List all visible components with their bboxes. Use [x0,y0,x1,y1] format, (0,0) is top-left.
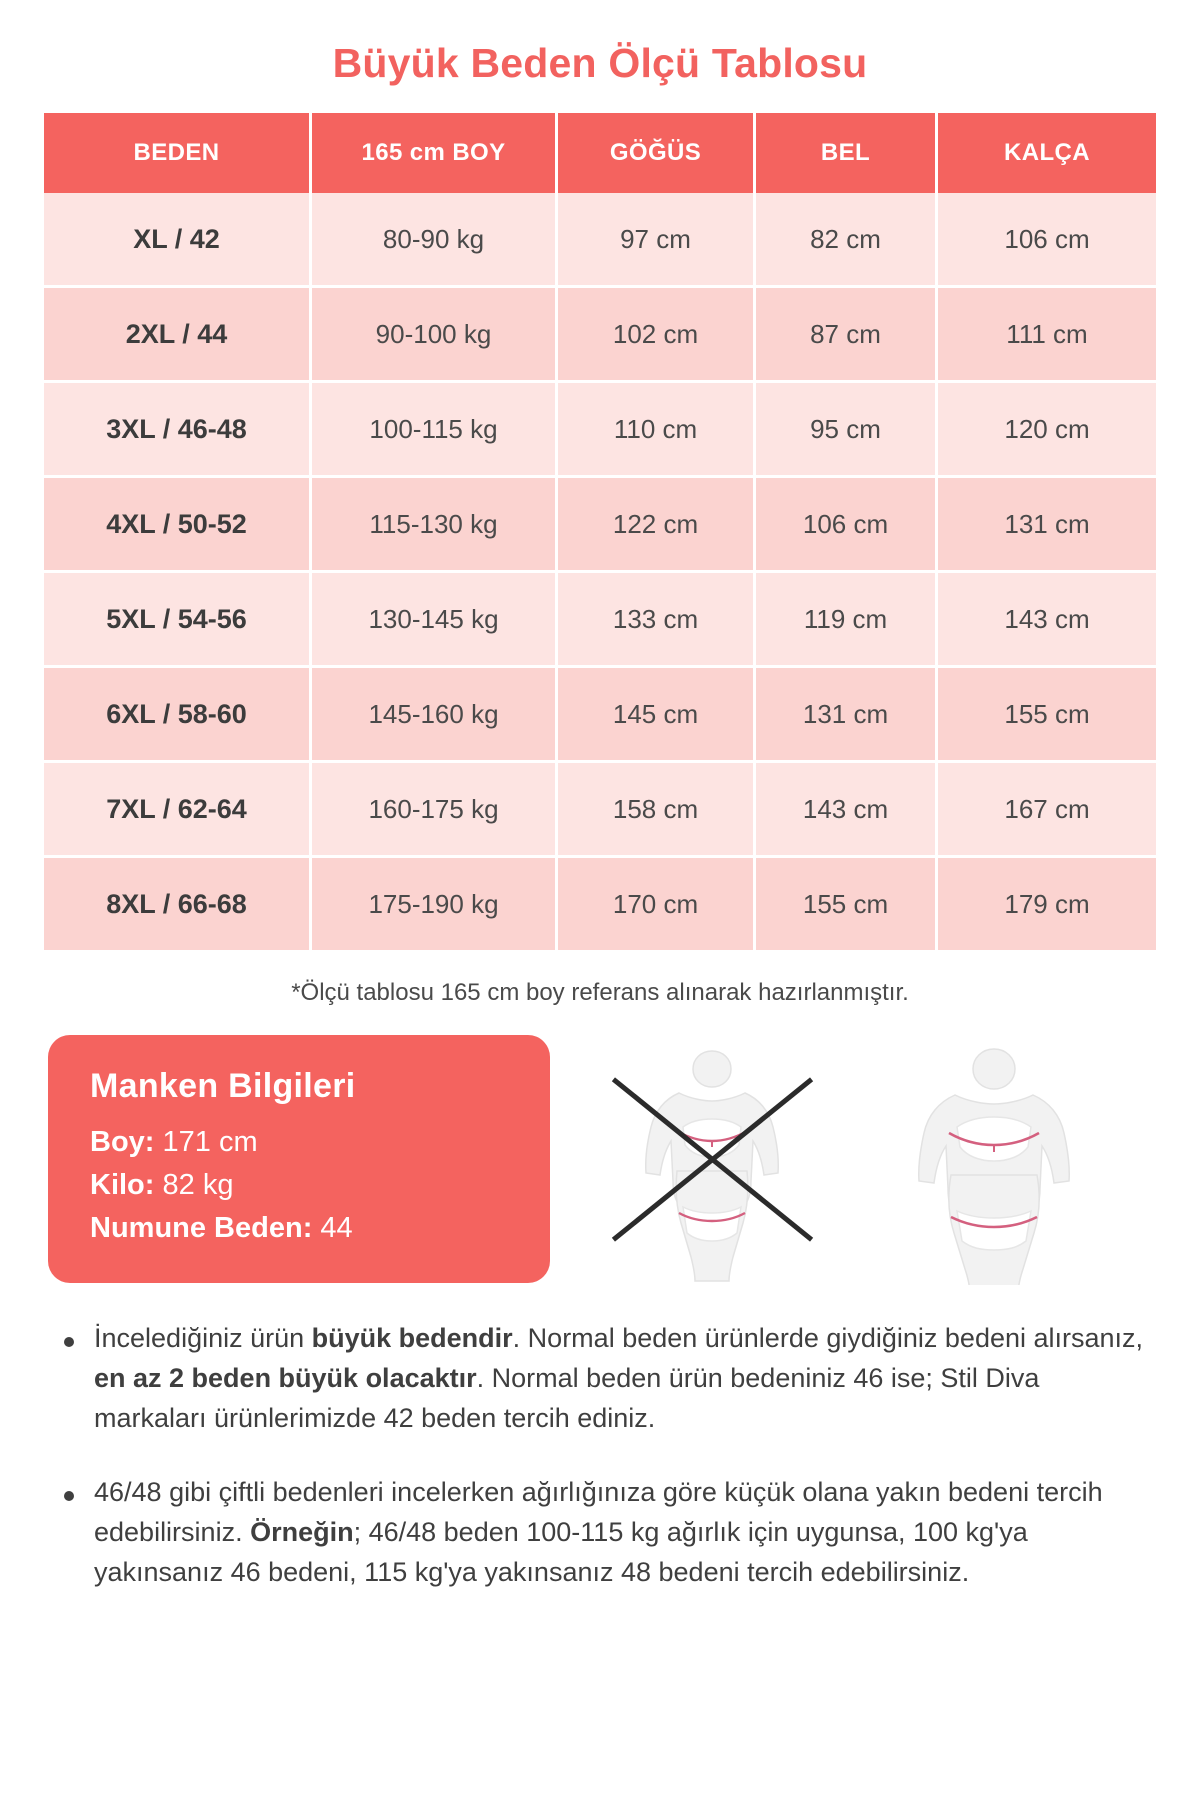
text-run: ; 46/48 beden 100-115 kg ağırlık için uygunsa, 100 kg'ya yakınsanız 46 bedeni, 115 kg'ya yakınsanız 48 bedeni tercih edebilirsiniz. [94,1516,1028,1587]
table-row [44,668,1156,763]
cell-bust: 170 cm [558,858,756,953]
table-row [44,763,1156,858]
text-run: İncelediğiniz ürün [94,1323,312,1353]
table-body [44,193,1156,953]
model-sample-size-row: Numune Beden: 44 [90,1212,353,1245]
list-item [50,1473,1156,1593]
cell-waist: 119 cm [756,573,938,668]
body-figures [550,1035,1156,1285]
cell-size: 7XL / 62-64 [44,763,312,858]
cell-waist: 106 cm [756,478,938,573]
cell-hip: 131 cm [938,478,1156,573]
plus-size-body-figure-icon [889,1045,1099,1285]
model-sample-size-label: Numune Beden [90,1212,303,1245]
model-info-heading: Manken Bilgileri [90,1067,356,1105]
cell-weight: 130-145 kg [312,573,558,668]
text-run-bold: büyük bedendir [311,1323,513,1353]
cell-bust: 122 cm [558,478,756,573]
cell-hip: 167 cm [938,763,1156,858]
cell-waist: 131 cm [756,668,938,763]
cell-weight: 175-190 kg [312,858,558,953]
text-run-bold: en az 2 beden büyük olacaktır [94,1362,477,1393]
cell-bust: 102 cm [558,288,756,383]
cell-waist: 82 cm [756,193,938,288]
cell-weight: 160-175 kg [312,763,558,858]
table-row [44,288,1156,383]
model-weight-row: Kilo: 82 kg [90,1169,234,1202]
column-header-beden: BEDEN [44,113,312,193]
text-run-bold: Örneğin [250,1516,354,1547]
model-height-row: Boy: 171 cm [90,1126,258,1158]
slim-body-figure-icon [607,1045,817,1285]
table-row [44,383,1156,478]
size-advice-list [44,1319,1156,1593]
cell-weight: 145-160 kg [312,668,558,763]
slim-body-figure-crossed-out [607,1045,817,1285]
cell-waist: 143 cm [756,763,938,858]
plus-size-body-figure [889,1045,1099,1285]
bullet-dot-icon [64,1491,74,1501]
cell-hip: 179 cm [938,858,1156,953]
cell-size: 6XL / 58-60 [44,668,312,763]
cell-weight: 115-130 kg [312,478,558,573]
model-sample-size-value: 44 [320,1212,353,1245]
model-weight-value: 82 kg [162,1169,234,1202]
table-row [44,573,1156,668]
column-header-gogus: GÖĞÜS [558,113,756,193]
column-header-bel: BEL [756,113,938,193]
column-header-kalca: KALÇA [938,113,1156,193]
cell-bust: 133 cm [558,573,756,668]
cell-hip: 143 cm [938,573,1156,668]
bullet-text-1 [94,1319,1156,1439]
cell-size: XL / 42 [44,193,312,288]
table-footnote: *Ölçü tablosu 165 cm boy referans alınarak hazırlanmıştır. [291,979,909,1006]
model-height-label: Boy [90,1126,145,1158]
cell-hip: 106 cm [938,193,1156,288]
cell-size: 2XL / 44 [44,288,312,383]
cell-bust: 158 cm [558,763,756,858]
cell-bust: 145 cm [558,668,756,763]
model-info-card [48,1035,550,1283]
model-weight-label: Kilo [90,1169,145,1202]
text-run: . Normal beden ürünlerde giydiğiniz bedeni alırsanız, [512,1323,1144,1353]
table-header-row [44,113,1156,193]
cell-bust: 97 cm [558,193,756,288]
text-run: . Normal beden ürün bedeniniz 46 ise; Stil Diva markaları ürünlerimizde 42 beden tercih ediniz. [94,1362,1040,1433]
text-run: 46/48 gibi çiftli bedenleri incelerken ağırlığınıza göre küçük olana yakın bedeni tercih edebilirsiniz. [94,1476,1103,1547]
cell-size: 5XL / 54-56 [44,573,312,668]
cell-waist: 95 cm [756,383,938,478]
cell-bust: 110 cm [558,383,756,478]
model-info-section [44,1035,1156,1285]
table-row [44,478,1156,573]
cell-hip: 120 cm [938,383,1156,478]
page-title: Büyük Beden Ölçü Tablosu [332,40,868,86]
cell-size: 4XL / 50-52 [44,478,312,573]
cell-weight: 90-100 kg [312,288,558,383]
cell-waist: 155 cm [756,858,938,953]
cell-weight: 80-90 kg [312,193,558,288]
cell-size: 8XL / 66-68 [44,858,312,953]
bullet-dot-icon [64,1337,74,1347]
cell-waist: 87 cm [756,288,938,383]
bullet-text-2 [94,1473,1156,1593]
table-row [44,193,1156,288]
cell-hip: 155 cm [938,668,1156,763]
size-chart-table [44,113,1156,953]
column-header-boy: 165 cm BOY [312,113,558,193]
cell-size: 3XL / 46-48 [44,383,312,478]
table-row [44,858,1156,953]
cell-hip: 111 cm [938,288,1156,383]
cell-weight: 100-115 kg [312,383,558,478]
list-item [50,1319,1156,1439]
model-height-value: 171 cm [162,1126,258,1158]
